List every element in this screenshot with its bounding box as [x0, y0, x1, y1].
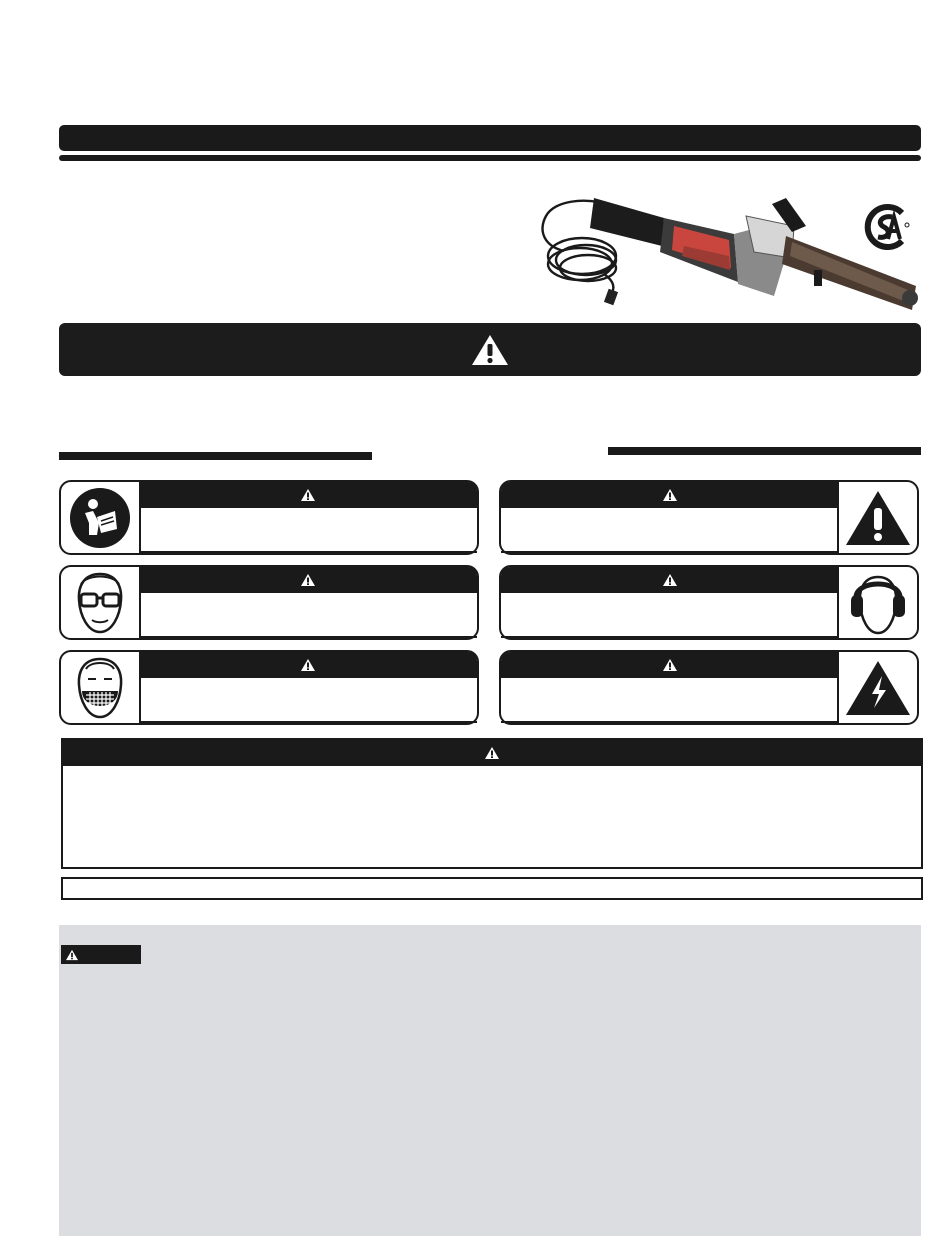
- card-header: [139, 652, 477, 678]
- ear-muffs-icon: [839, 567, 917, 638]
- title-bar: [59, 125, 921, 151]
- warning-triangle-icon: [839, 482, 917, 553]
- warning-triangle-icon: [470, 333, 510, 367]
- warning-triangle-icon: [300, 658, 316, 672]
- card-header: [139, 567, 477, 593]
- slim-notice-box: [61, 877, 923, 900]
- safety-card-respirator: [59, 650, 479, 725]
- grey-panel: [59, 925, 921, 1236]
- card-body: [139, 508, 477, 553]
- dust-mask-icon: [61, 652, 139, 723]
- signal-word-label: [61, 945, 141, 964]
- notice-box: [61, 738, 923, 869]
- card-body: [139, 593, 477, 638]
- warning-triangle-icon: [662, 488, 678, 502]
- warning-triangle-icon: [662, 573, 678, 587]
- product-photo: [524, 186, 920, 318]
- safety-card-read-manual: [59, 480, 479, 555]
- section-rule-right: [608, 447, 921, 455]
- card-header: [501, 567, 839, 593]
- notice-header: [63, 740, 921, 766]
- card-header: [501, 652, 839, 678]
- safety-card-eye-protection: [59, 565, 479, 640]
- card-body: [501, 508, 839, 553]
- electric-shock-icon: [839, 652, 917, 723]
- warning-triangle-icon: [300, 573, 316, 587]
- card-body: [501, 678, 839, 723]
- warning-banner: [59, 323, 921, 376]
- card-body: [139, 678, 477, 723]
- warning-triangle-icon: [65, 949, 79, 961]
- warning-triangle-icon: [662, 658, 678, 672]
- card-body: [501, 593, 839, 638]
- card-header: [139, 482, 477, 508]
- csa-mark-icon: [862, 203, 910, 251]
- safety-card-general-warning: [499, 480, 919, 555]
- warning-triangle-icon: [484, 746, 500, 760]
- safety-glasses-icon: [61, 567, 139, 638]
- warning-triangle-icon: [300, 488, 316, 502]
- safety-card-electric-shock: [499, 650, 919, 725]
- section-rule-left: [59, 452, 372, 460]
- card-header: [501, 482, 839, 508]
- read-manual-icon: [61, 482, 139, 553]
- title-rule: [59, 155, 921, 161]
- safety-card-hearing-protection: [499, 565, 919, 640]
